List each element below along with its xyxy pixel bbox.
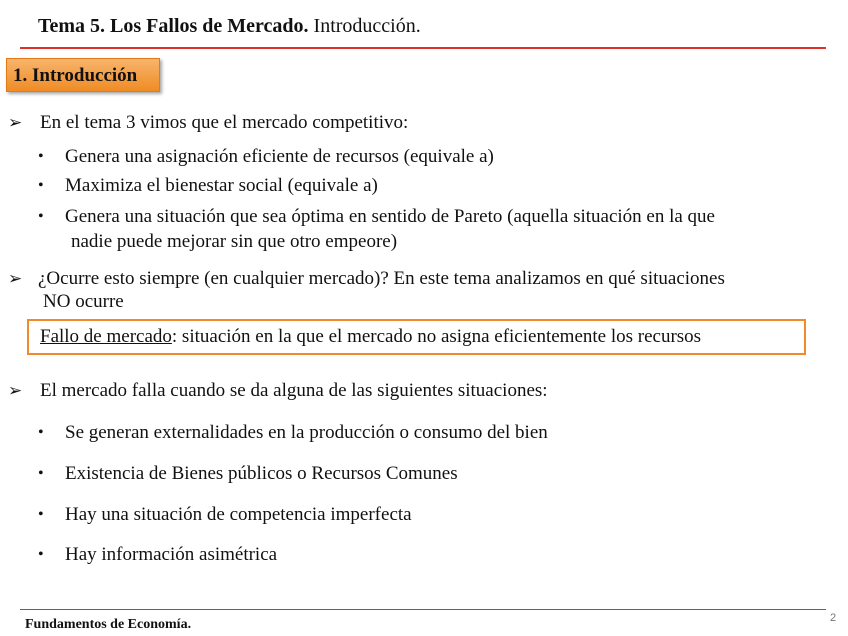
dot-bullet-icon: • bbox=[38, 506, 44, 523]
point-2-line-1: ¿Ocurre esto siempre (en cualquier mercado)? En este tema analizamos en qué situaciones bbox=[38, 268, 725, 289]
dot-bullet-icon: • bbox=[38, 424, 44, 441]
definition-text: : situación en la que el mercado no asigna eficientemente los recursos bbox=[171, 326, 702, 347]
dot-bullet-icon: • bbox=[38, 546, 44, 563]
dot-bullet-icon: • bbox=[38, 208, 44, 225]
point-1-item-3-continuation: nadie puede mejorar sin que otro empeore) bbox=[71, 231, 398, 252]
point-1-item-1: Genera una asignación eficiente de recursos (equivale a) bbox=[65, 146, 494, 167]
point-3-item-3: Hay una situación de competencia imperfecta bbox=[65, 504, 412, 525]
arrow-bullet-icon: ➢ bbox=[8, 269, 23, 288]
slide-title-rest: Introducción. bbox=[308, 15, 421, 37]
point-2-line-2: NO ocurre bbox=[43, 291, 124, 312]
definition-box bbox=[27, 319, 806, 355]
point-1: En el tema 3 vimos que el mercado competitivo: bbox=[40, 112, 409, 133]
slide-title-bold: Tema 5. Los Fallos de Mercado. bbox=[38, 15, 309, 37]
arrow-bullet-icon: ➢ bbox=[8, 381, 23, 400]
point-1-item-2: Maximiza el bienestar social (equivale a) bbox=[65, 175, 378, 196]
section-badge: 1. Introducción bbox=[6, 58, 160, 92]
footer-divider bbox=[20, 609, 826, 610]
header-divider bbox=[20, 47, 826, 49]
point-3: El mercado falla cuando se da alguna de las siguientes situaciones: bbox=[40, 380, 548, 401]
point-3-item-2: Existencia de Bienes públicos o Recursos Comunes bbox=[65, 463, 458, 484]
slide-title bbox=[38, 13, 421, 39]
dot-bullet-icon: • bbox=[38, 177, 44, 194]
definition-term: Fallo de mercado bbox=[40, 326, 172, 347]
arrow-bullet-icon: ➢ bbox=[8, 113, 23, 132]
footer-text: Fundamentos de Economía. bbox=[25, 617, 192, 632]
point-1-item-3: Genera una situación que sea óptima en sentido de Pareto (aquella situación en la que bbox=[65, 206, 715, 227]
dot-bullet-icon: • bbox=[38, 148, 44, 165]
page-number: 2 bbox=[830, 612, 837, 624]
point-3-item-1: Se generan externalidades en la producción o consumo del bien bbox=[65, 422, 548, 443]
dot-bullet-icon: • bbox=[38, 465, 44, 482]
point-3-item-4: Hay información asimétrica bbox=[65, 544, 278, 565]
